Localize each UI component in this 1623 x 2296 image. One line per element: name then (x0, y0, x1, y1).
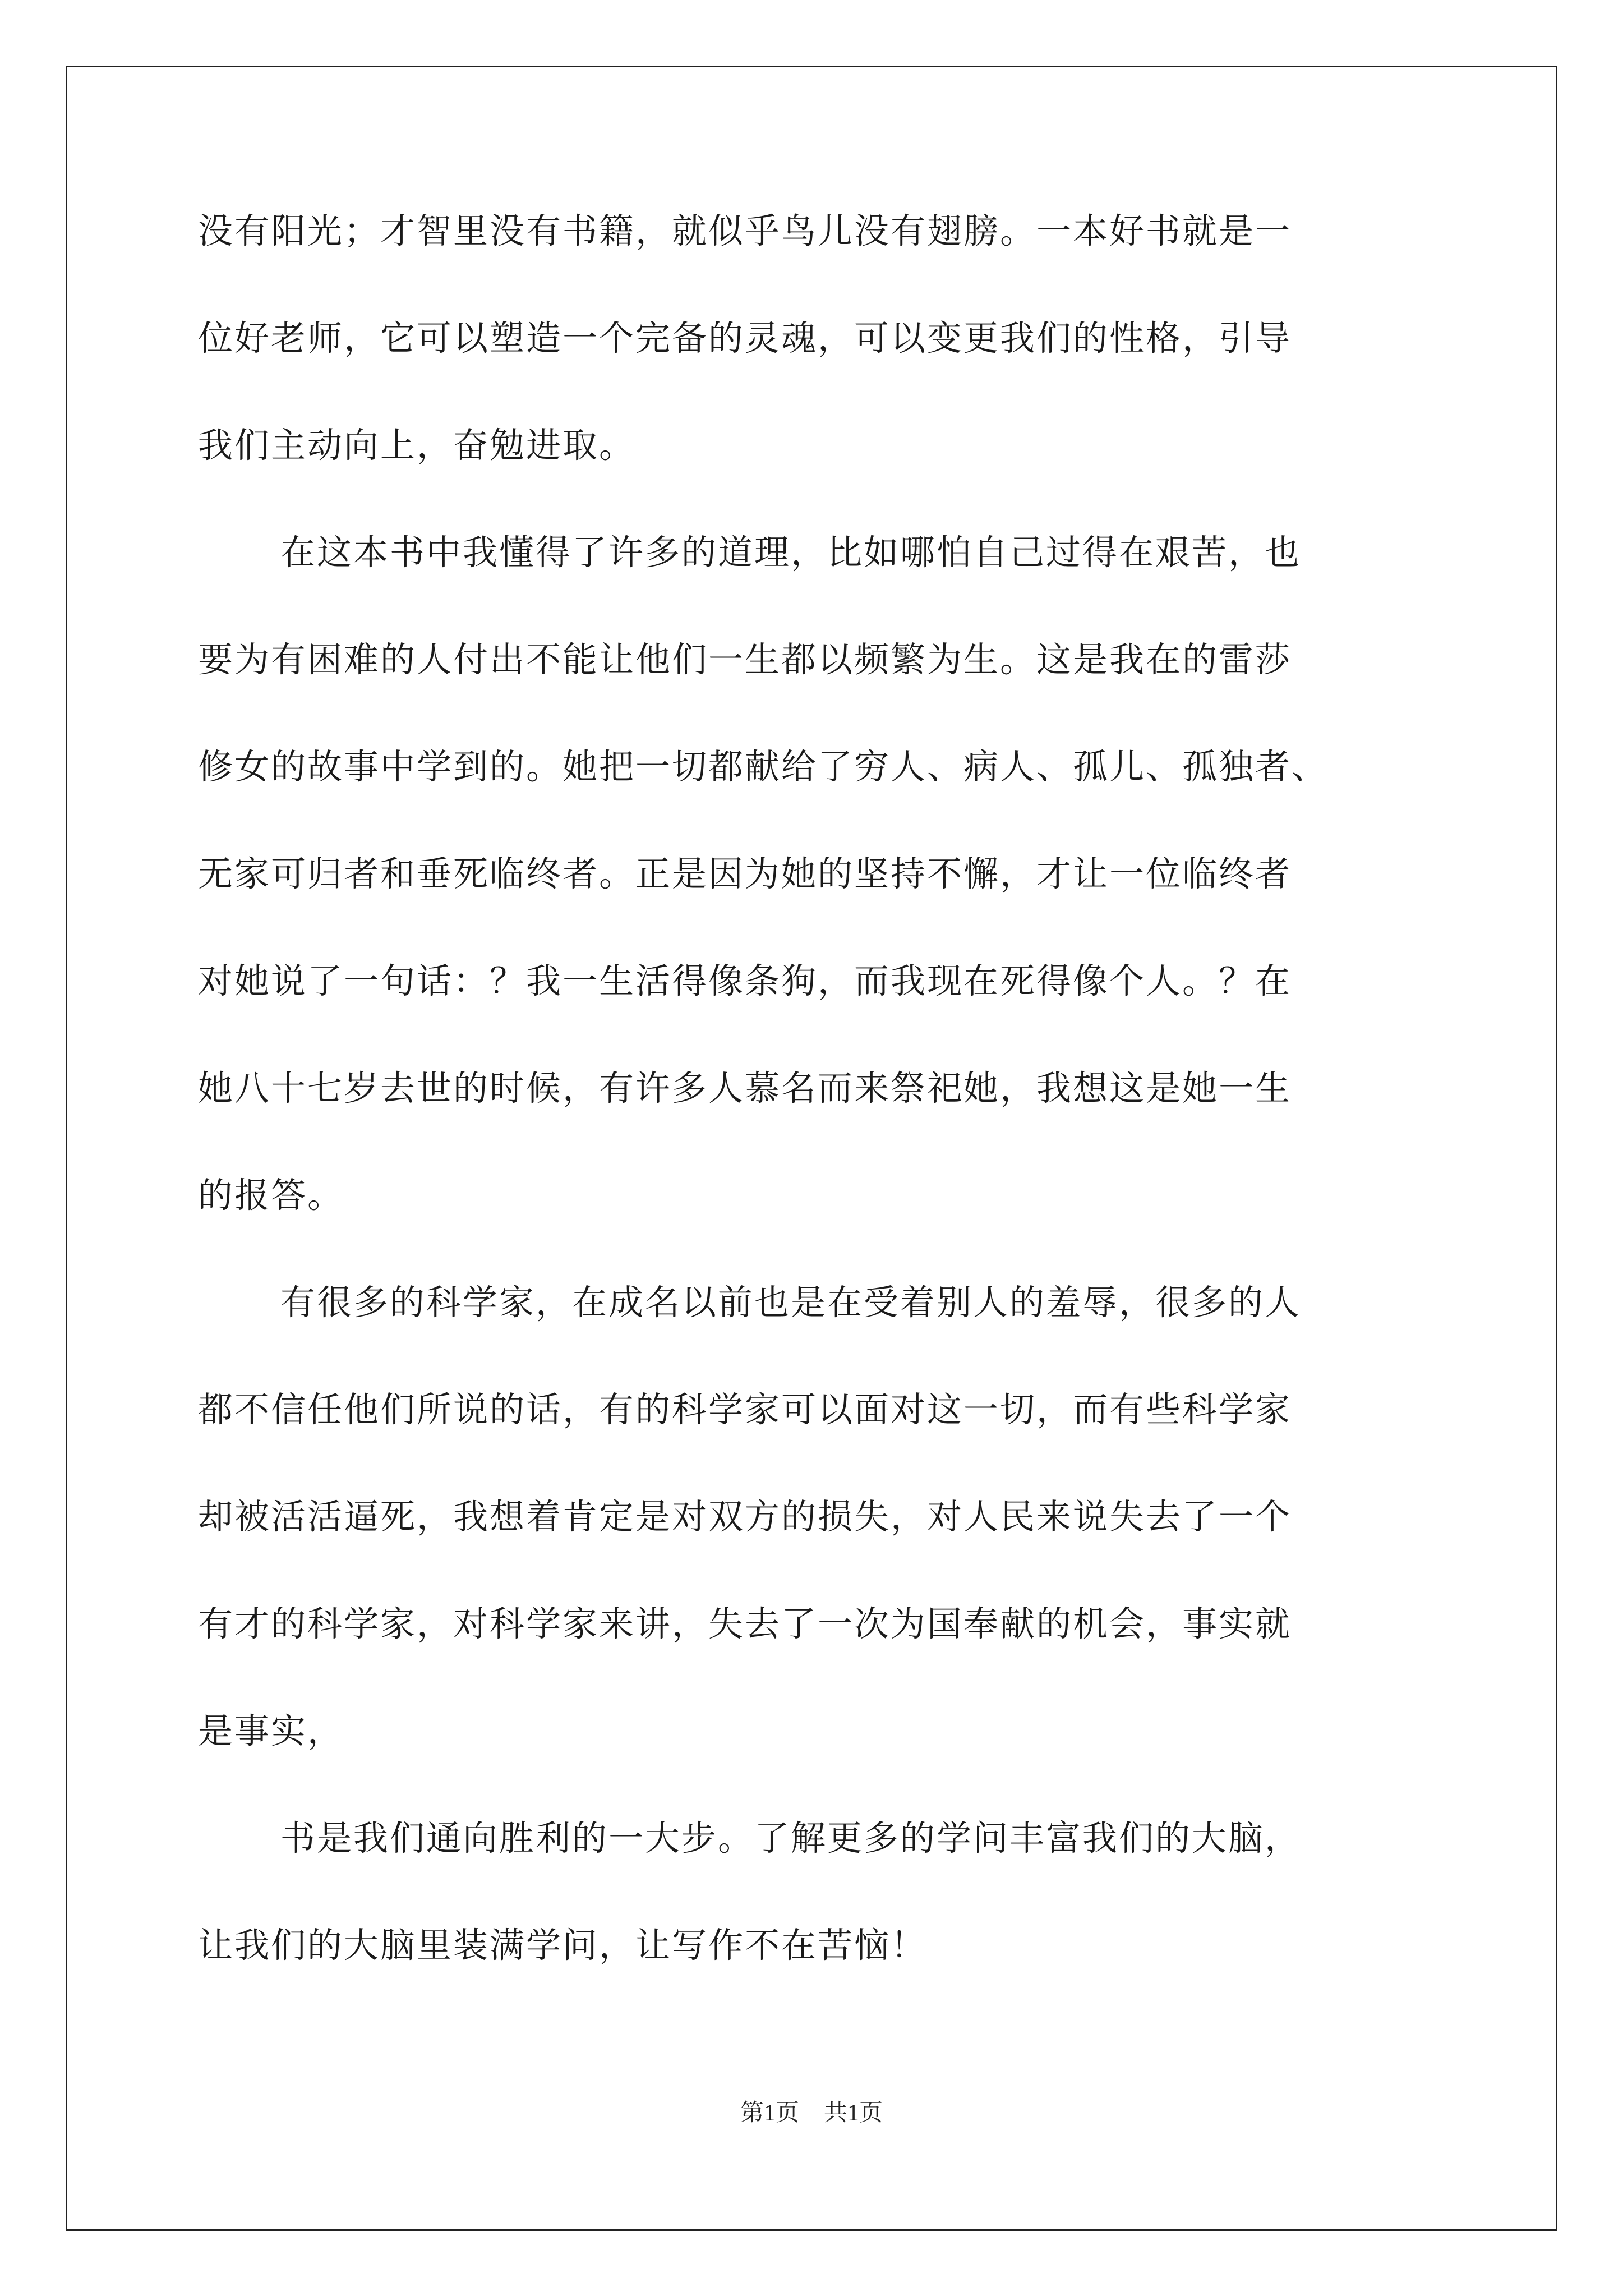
text-line: 我们主动向上，奋勉进取。 (198, 425, 636, 466)
text-line: 都不信任他们所说的话，有的科学家可以面对这一切，而有些科学家 (198, 1389, 1292, 1430)
paragraph-first-line: 在这本书中我懂得了许多的道理，比如哪怕自己过得在艰苦，也 (280, 532, 1302, 573)
text-line: 的报答。 (198, 1175, 344, 1216)
document-body (198, 210, 1477, 2035)
page-number-current: 第1页 (740, 2100, 799, 2126)
page-footer (0, 2094, 1623, 2128)
page-number-total: 共1页 (824, 2100, 883, 2126)
text-line: 有才的科学家，对科学家来讲，失去了一次为国奉献的机会，事实就 (198, 1603, 1292, 1644)
text-line: 却被活活逼死，我想着肯定是对双方的损失，对人民来说失去了一个 (198, 1496, 1292, 1537)
text-line: 无家可归者和垂死临终者。正是因为她的坚持不懈，才让一位临终者 (198, 853, 1292, 894)
text-line: 是事实， (198, 1710, 344, 1751)
text-line: 没有阳光；才智里没有书籍，就似乎鸟儿没有翅膀。一本好书就是一 (198, 210, 1292, 251)
paragraph-first-line: 有很多的科学家，在成名以前也是在受着别人的羞辱，很多的人 (280, 1282, 1302, 1323)
text-line: 修女的故事中学到的。她把一切都献给了穷人、病人、孤儿、孤独者、 (198, 746, 1329, 787)
text-line: 对她说了一句话：？我一生活得像条狗，而我现在死得像个人。？在 (198, 960, 1292, 1001)
text-line: 位好老师，它可以塑造一个完备的灵魂，可以变更我们的性格，引导 (198, 318, 1292, 358)
text-line: 让我们的大脑里装满学问，让写作不在苦恼！ (198, 1925, 928, 1966)
text-line: 要为有困难的人付出不能让他们一生都以频繁为生。这是我在的雷莎 (198, 639, 1292, 680)
paragraph-first-line: 书是我们通向胜利的一大步。了解更多的学问丰富我们的大脑， (280, 1818, 1302, 1858)
text-line: 她八十七岁去世的时候，有许多人慕名而来祭祀她，我想这是她一生 (198, 1068, 1292, 1108)
